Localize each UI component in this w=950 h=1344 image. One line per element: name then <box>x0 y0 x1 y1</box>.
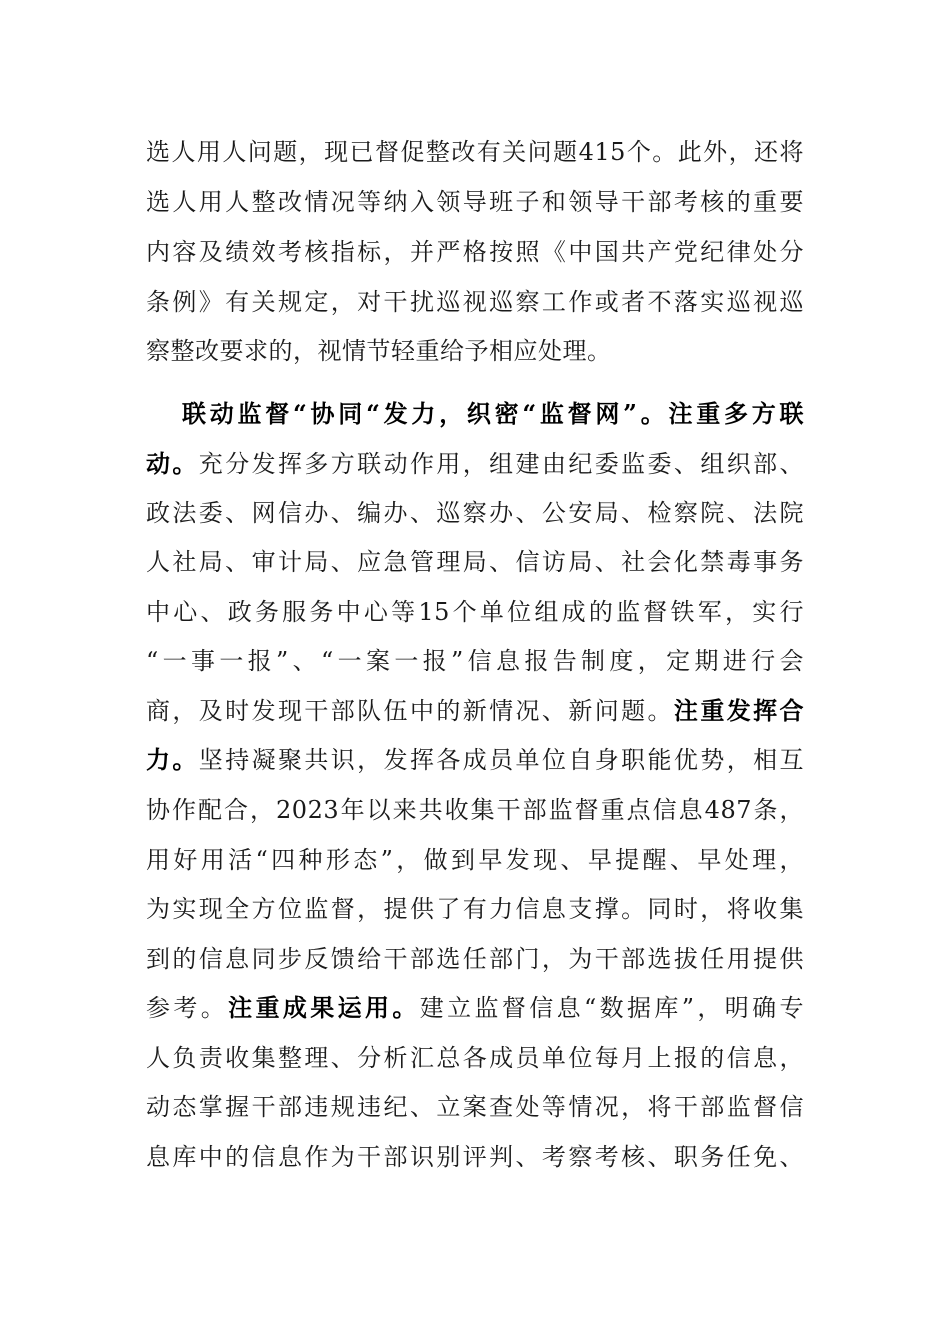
paragraph-1-line-5: 察整改要求的，视情节轻重给予相应处理。 <box>146 337 612 365</box>
paragraph-2-line-16: 息库中的信息作为干部识别评判、考察考核、职务任免、 <box>146 1143 804 1171</box>
paragraph-2-line-2 <box>146 444 804 484</box>
subheading: 注重发挥合 <box>673 696 805 725</box>
paragraph-2-line-1 <box>182 394 804 434</box>
paragraph-2-line-14: 人负责收集整理、分析汇总各成员单位每月上报的信息， <box>146 1044 804 1072</box>
paragraph-2-line-3: 政法委、网信办、编办、巡察办、公安局、检察院、法院 <box>146 499 804 527</box>
paragraph-2-line-13 <box>146 988 804 1028</box>
paragraph-2-line-5: 中心、政务服务中心等15个单位组成的监督铁军，实行 <box>146 598 804 626</box>
paragraph-2-line-7 <box>146 691 804 731</box>
paragraph-2-line-15: 动态掌握干部违规违纪、立案查处等情况，将干部监督信 <box>146 1093 804 1121</box>
section-heading: 联动监督“协同“发力，织密“监督网”。注重多方联 <box>182 399 804 428</box>
subheading: 注重成果运用。 <box>228 993 420 1022</box>
paragraph-2-line-10: 用好用活“四种形态”，做到早发现、早提醒、早处理， <box>146 846 804 874</box>
body-text: 建立监督信息“数据库”，明确专 <box>419 994 805 1022</box>
heading-continuation: 动。 <box>146 449 199 478</box>
body-text: 参考。 <box>146 994 229 1022</box>
paragraph-2-line-9: 协作配合，2023年以来共收集干部监督重点信息487条， <box>146 796 804 824</box>
body-text: 充分发挥多方联动作用，组建由纪委监委、组织部、 <box>198 450 805 478</box>
paragraph-1-line-3: 内容及绩效考核指标，并严格按照《中国共产党纪律处分 <box>146 238 804 266</box>
paragraph-2-line-11: 为实现全方位监督，提供了有力信息支撑。同时，将收集 <box>146 895 804 923</box>
paragraph-2-line-12: 到的信息同步反馈给干部选任部门，为干部选拔任用提供 <box>146 945 804 973</box>
paragraph-2-line-8 <box>146 740 804 780</box>
paragraph-1-line-2: 选人用人整改情况等纳入领导班子和领导干部考核的重要 <box>146 188 804 216</box>
paragraph-2-line-4: 人社局、审计局、应急管理局、信访局、社会化禁毒事务 <box>146 548 804 576</box>
body-text: 坚持凝聚共识，发挥各成员单位自身职能优势，相互 <box>198 746 805 774</box>
body-text: 商，及时发现干部队伍中的新情况、新问题。 <box>146 697 674 725</box>
paragraph-1-line-1: 选人用人问题，现已督促整改有关问题415个。此外，还将 <box>146 138 804 166</box>
paragraph-1-line-4: 条例》有关规定，对干扰巡视巡察工作或者不落实巡视巡 <box>146 288 804 316</box>
paragraph-2-line-6: “一事一报”、“一案一报”信息报告制度，定期进行会 <box>146 647 804 675</box>
subheading-continuation: 力。 <box>146 745 199 774</box>
